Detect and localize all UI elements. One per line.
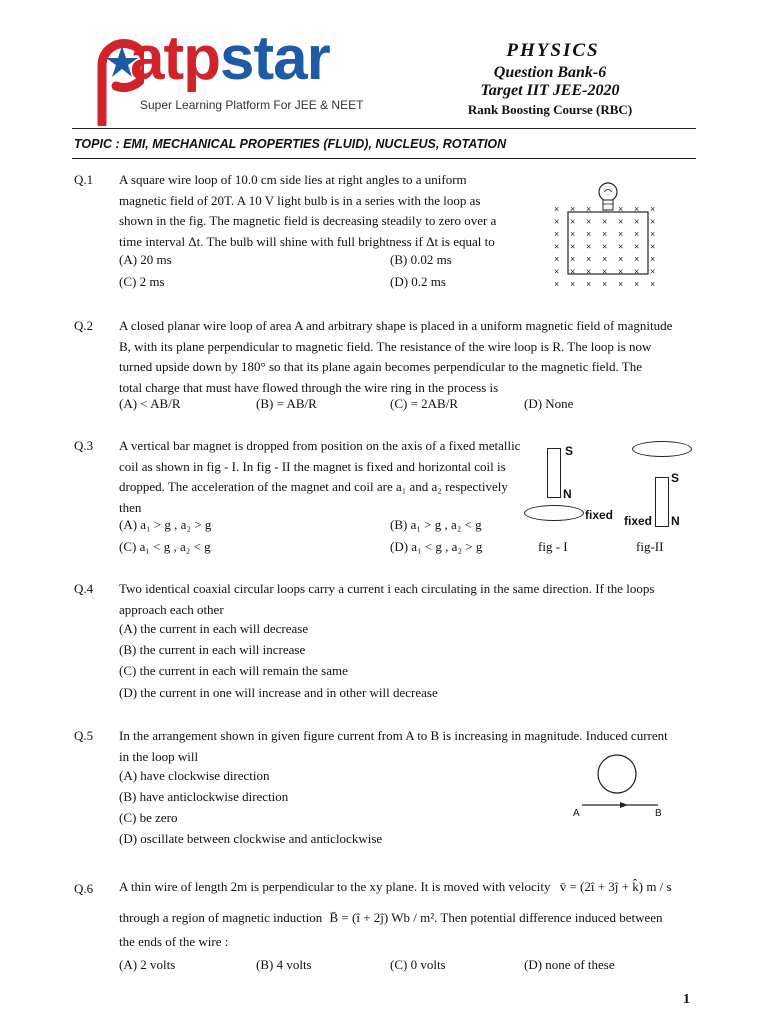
q3-fig1-coil [524,505,584,521]
q1-option-d[interactable]: (D) 0.2 ms [390,274,446,289]
field-cross: × [618,266,624,277]
q6-option-b[interactable]: (B) 4 volts [256,957,312,972]
q2-option-b[interactable]: (B) = AB/R [256,396,317,411]
q1-option-b[interactable]: (B) 0.02 ms [390,252,452,267]
q3-fig2-caption: fig-II [636,539,664,554]
q3-fig2-label-s: S [671,471,680,485]
question-3-text: A vertical bar magnet is dropped from position on the axis of a fixed metallic coil as shown in fig - I. In fig - II the magnet is fixed and horizontal coil is dropped. The acceleration of the magnet and coil are a₁ and a₂ respectively then [119,438,521,515]
q1-option-a[interactable]: (A) 20 ms [119,252,172,267]
q6-option-a[interactable]: (A) 2 volts [119,957,176,972]
field-cross: × [554,266,560,277]
field-cross: × [570,229,576,239]
field-cross: × [586,279,592,289]
question-bank-title: Question Bank-6 [493,64,607,81]
field-cross: × [650,241,656,252]
question-5-number: Q.5 [74,728,94,743]
field-cross: × [586,229,592,239]
q4-option-b[interactable]: (B) the current in each will increase [119,642,306,657]
field-cross: × [650,204,656,214]
field-cross: × [586,254,592,264]
question-4-text: Two identical coaxial circular loops carry a current i each circulating in the same direction. If the loops approach each other [119,581,655,617]
q5-label-a: A [573,808,580,819]
brand-logo-text: atpstar [130,24,330,93]
question-1-number: Q.1 [74,172,94,187]
q4-option-a[interactable]: (A) the current in each will decrease [119,621,309,636]
field-cross: × [634,266,640,277]
question-6-line-2: through a region of magnetic induction B̄ = (î + 2ĵ) Wb / m². Then potential difference induced between [119,910,663,925]
field-cross: × [554,204,560,214]
q5-option-c[interactable]: (C) be zero [119,810,178,825]
field-cross: × [602,241,608,252]
field-cross: × [650,229,656,239]
field-cross: × [570,241,576,252]
field-cross: × [634,279,640,289]
q4-option-d[interactable]: (D) the current in one will increase and in other will decrease [119,685,438,700]
course-title: Rank Boosting Course (RBC) [467,102,633,117]
field-cross: × [570,204,576,214]
question-1-text: A square wire loop of 10.0 cm side lies at right angles to a uniform magnetic field of 20T. A 10 V light bulb is in a series with the loop as shown in the fig. The magnetic field is decreasing steadily to zero over a time interval Δt. The bulb will shine with full brightness if Δt is equal to [119,172,497,249]
q3-fig2-label-n: N [671,514,680,528]
q1-loop-bulb-figure [548,178,668,290]
subject-title: PHYSICS [506,40,600,61]
page-number: 1 [683,992,690,1007]
field-cross: × [586,241,592,252]
question-3-number: Q.3 [74,438,94,453]
field-cross: × [570,266,576,277]
q4-option-c[interactable]: (C) the current in each will remain the same [119,663,348,678]
question-6-line-1: A thin wire of length 2m is perpendicular to the xy plane. It is moved with velocity v̄ = (2î + 3ĵ + k̂) m / s [119,879,672,894]
q3-fig1-label-fixed: fixed [585,508,614,522]
question-6-line-3: the ends of the wire : [119,934,229,949]
q5-label-b: B [655,808,662,819]
header-divider [72,128,696,129]
field-cross: × [602,216,608,227]
field-cross: × [650,254,656,264]
q3-option-d[interactable]: (D) a₁ < g , a₂ > g [390,539,483,554]
field-cross: × [634,241,640,252]
field-cross: × [634,204,640,214]
field-cross: × [618,279,624,289]
question-6-number: Q.6 [74,881,94,896]
question-2-text: A closed planar wire loop of area A and arbitrary shape is placed in a uniform magnetic field of magnitude B, with its plane perpendicular to magnetic field. The resistance of the wire loop is R. The loop is now turned upside down by 180° so that its plane again becomes perpendicular to the magnetic field. The total charge that must have flowed through the wire ring in the process is [119,318,673,395]
q1-option-c[interactable]: (C) 2 ms [119,274,165,289]
field-cross: × [618,241,624,252]
q3-fig1-label-n: N [563,487,572,501]
topic-divider [72,158,696,159]
field-cross: × [618,254,624,264]
q3-fig1-caption: fig - I [538,539,568,554]
field-cross: × [618,229,624,239]
q3-option-c[interactable]: (C) a₁ < g , a₂ < g [119,539,211,554]
field-cross: × [554,241,560,252]
question-5-text: In the arrangement shown in given figure current from A to B is increasing in magnitude. Induced current in the loop will [119,728,668,764]
q5-option-d[interactable]: (D) oscillate between clockwise and anticlockwise [119,831,383,846]
q2-option-d[interactable]: (D) None [524,396,574,411]
q5-option-a[interactable]: (A) have clockwise direction [119,768,270,783]
q6-option-c[interactable]: (C) 0 volts [390,957,446,972]
question-4-number: Q.4 [74,581,94,596]
field-cross: × [570,216,576,227]
topic-heading: TOPIC : EMI, MECHANICAL PROPERTIES (FLUID), NUCLEUS, ROTATION [74,137,507,151]
field-cross: × [602,229,608,239]
q3-fig2-coil [632,441,692,457]
field-cross: × [570,279,576,289]
field-cross: × [618,204,624,214]
q3-option-a[interactable]: (A) a₁ > g , a₂ > g [119,517,212,532]
q2-option-c[interactable]: (C) = 2AB/R [390,396,459,411]
field-cross: × [634,229,640,239]
question-2-number: Q.2 [74,318,94,333]
q5-option-b[interactable]: (B) have anticlockwise direction [119,789,289,804]
field-cross: × [570,254,576,264]
q3-option-b[interactable]: (B) a₁ > g , a₂ < g [390,517,482,532]
field-cross: × [586,266,592,277]
q3-fig2-magnet [655,477,669,527]
field-cross: × [650,216,656,227]
field-cross: × [554,216,560,227]
field-cross: × [586,216,592,227]
field-cross: × [602,254,608,264]
velocity-expression: v̄ = (2î + 3ĵ + k̂) m / s [559,879,672,894]
q3-fig1-magnet [547,448,561,498]
field-cross: × [650,266,656,277]
brand-tagline: Super Learning Platform For JEE & NEET [140,98,364,112]
field-cross: × [554,254,560,264]
field-cross: × [602,266,608,277]
field-cross: × [554,279,560,289]
field-cross: × [650,279,656,289]
magnetic-field-expression: B̄ = (î + 2ĵ) Wb / m² [329,910,435,925]
field-cross: × [554,229,560,239]
field-cross: × [634,254,640,264]
q3-fig1-label-s: S [565,444,574,458]
field-cross: × [618,216,624,227]
q2-option-a[interactable]: (A) < AB/R [119,396,181,411]
q6-option-d[interactable]: (D) none of these [524,957,615,972]
field-cross: × [586,204,592,214]
field-cross: × [602,279,608,289]
target-title: Target IIT JEE-2020 [480,82,620,99]
field-cross: × [634,216,640,227]
q3-fig2-label-fixed: fixed [624,514,653,528]
